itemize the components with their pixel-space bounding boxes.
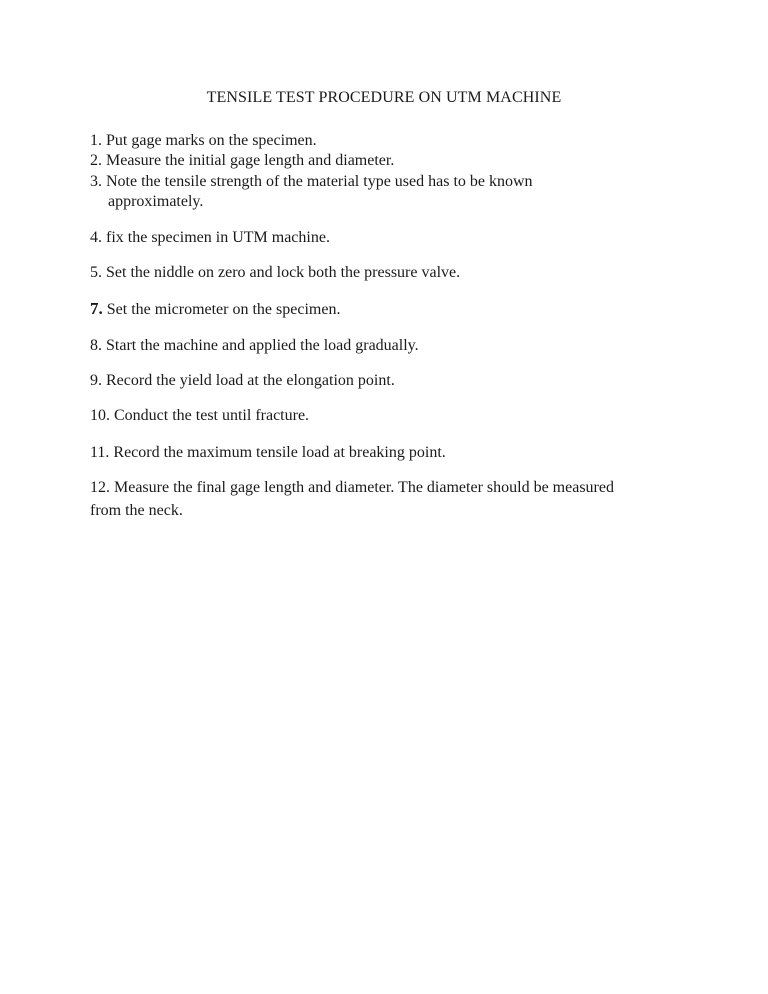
step-5: 5. Set the niddle on zero and lock both the pressure valve. [90, 264, 461, 281]
step-12: 12. Measure the final gage length and diameter. The diameter should be measured [90, 479, 614, 496]
step-4: 4. fix the specimen in UTM machine. [90, 229, 330, 246]
step-9: 9. Record the yield load at the elongation point. [90, 372, 395, 389]
step-11: 11. Record the maximum tensile load at breaking point. [90, 444, 446, 461]
step-1: 1. Put gage marks on the specimen. [90, 132, 317, 149]
step-10: 10. Conduct the test until fracture. [90, 407, 310, 424]
step-3-continuation: approximately. [108, 193, 204, 210]
step-3: 3. Note the tensile strength of the material type used has to be known [90, 173, 533, 190]
document-title: TENSILE TEST PROCEDURE ON UTM MACHINE [206, 89, 562, 106]
step-7-text: Set the micrometer on the specimen. [102, 301, 341, 318]
step-7-number: 7. [90, 299, 103, 318]
step-7 [90, 299, 340, 320]
step-12-continuation: from the neck. [90, 502, 183, 519]
step-8: 8. Start the machine and applied the load gradually. [90, 337, 419, 354]
step-2: 2. Measure the initial gage length and diameter. [90, 152, 395, 169]
